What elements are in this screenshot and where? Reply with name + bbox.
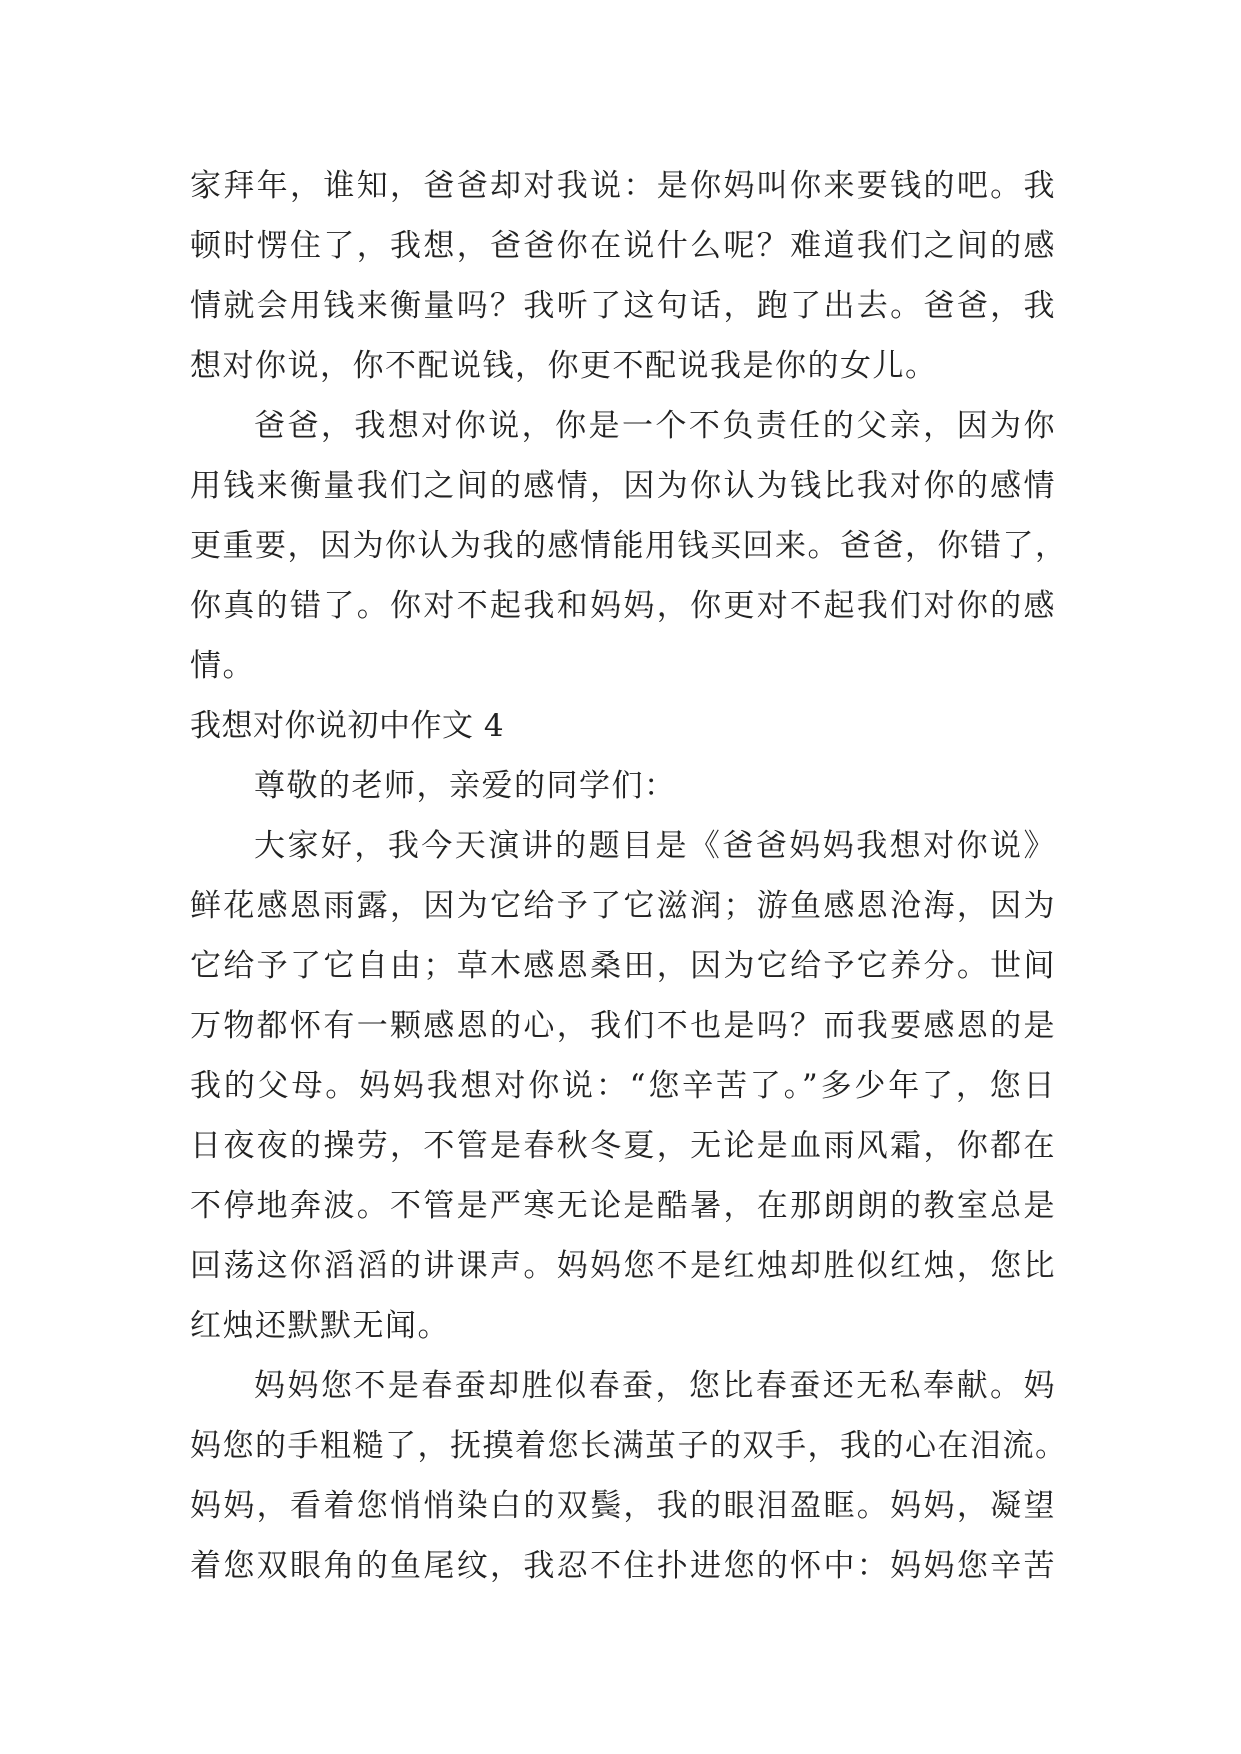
text-line: 万物都怀有一颗感恩的心，我们不也是吗？而我要感恩的是 [190,1008,1056,1044]
paragraph [190,156,1056,396]
text-line: 它给予了它自由；草木感恩桑田，因为它给予它养分。世间 [190,948,1056,984]
text-line: 红烛还默默无闻。 [190,1308,450,1344]
text-line: 你真的错了。你对不起我和妈妈，你更对不起我们对你的感 [190,588,1056,624]
text-line: 妈您的手粗糙了，抚摸着您长满茧子的双手，我的心在泪流。 [190,1428,1068,1464]
paragraph [190,756,1056,816]
text-line: 爸爸，我想对你说，你是一个不负责任的父亲，因为你 [254,408,1056,444]
text-line: 更重要，因为你认为我的感情能用钱买回来。爸爸，你错了， [190,528,1068,564]
text-line: 鲜花感恩雨露，因为它给予了它滋润；游鱼感恩沧海，因为 [190,888,1056,924]
text-line: 我的父母。妈妈我想对你说：“您辛苦了。”多少年了，您日 [190,1068,1056,1104]
text-line: 大家好，我今天演讲的题目是《爸爸妈妈我想对你说》 [254,828,1056,864]
paragraph [190,396,1068,696]
text-line: 用钱来衡量我们之间的感情，因为你认为钱比我对你的感情 [190,468,1056,504]
text-line: 情。 [190,648,255,684]
text-line: 妈妈，看着您悄悄染白的双鬓，我的眼泪盈眶。妈妈，凝望 [190,1488,1056,1524]
text-line: 尊敬的老师，亲爱的同学们： [254,768,677,804]
text-line: 想对你说，你不配说钱，你更不配说我是你的女儿。 [190,348,938,384]
text-line: 家拜年，谁知，爸爸却对我说：是你妈叫你来要钱的吧。我 [190,168,1056,204]
text-line: 妈妈您不是春蚕却胜似春蚕，您比春蚕还无私奉献。妈 [254,1368,1056,1404]
text-line: 回荡这你滔滔的讲课声。妈妈您不是红烛却胜似红烛，您比 [190,1248,1056,1284]
text-line: 顿时愣住了，我想，爸爸你在说什么呢？难道我们之间的感 [190,228,1056,264]
heading-text: 我想对你说初中作文 4 [190,708,505,744]
text-line: 着您双眼角的鱼尾纹，我忍不住扑进您的怀中：妈妈您辛苦 [190,1548,1056,1584]
paragraph [190,1356,1068,1596]
text-line: 日夜夜的操劳，不管是春秋冬夏，无论是血雨风霜，你都在 [190,1128,1056,1164]
text-line: 情就会用钱来衡量吗？我听了这句话，跑了出去。爸爸，我 [190,288,1056,324]
section-heading [190,696,1056,756]
paragraph [190,816,1056,1356]
text-line: 不停地奔波。不管是严寒无论是酷暑，在那朗朗的教室总是 [190,1188,1056,1224]
